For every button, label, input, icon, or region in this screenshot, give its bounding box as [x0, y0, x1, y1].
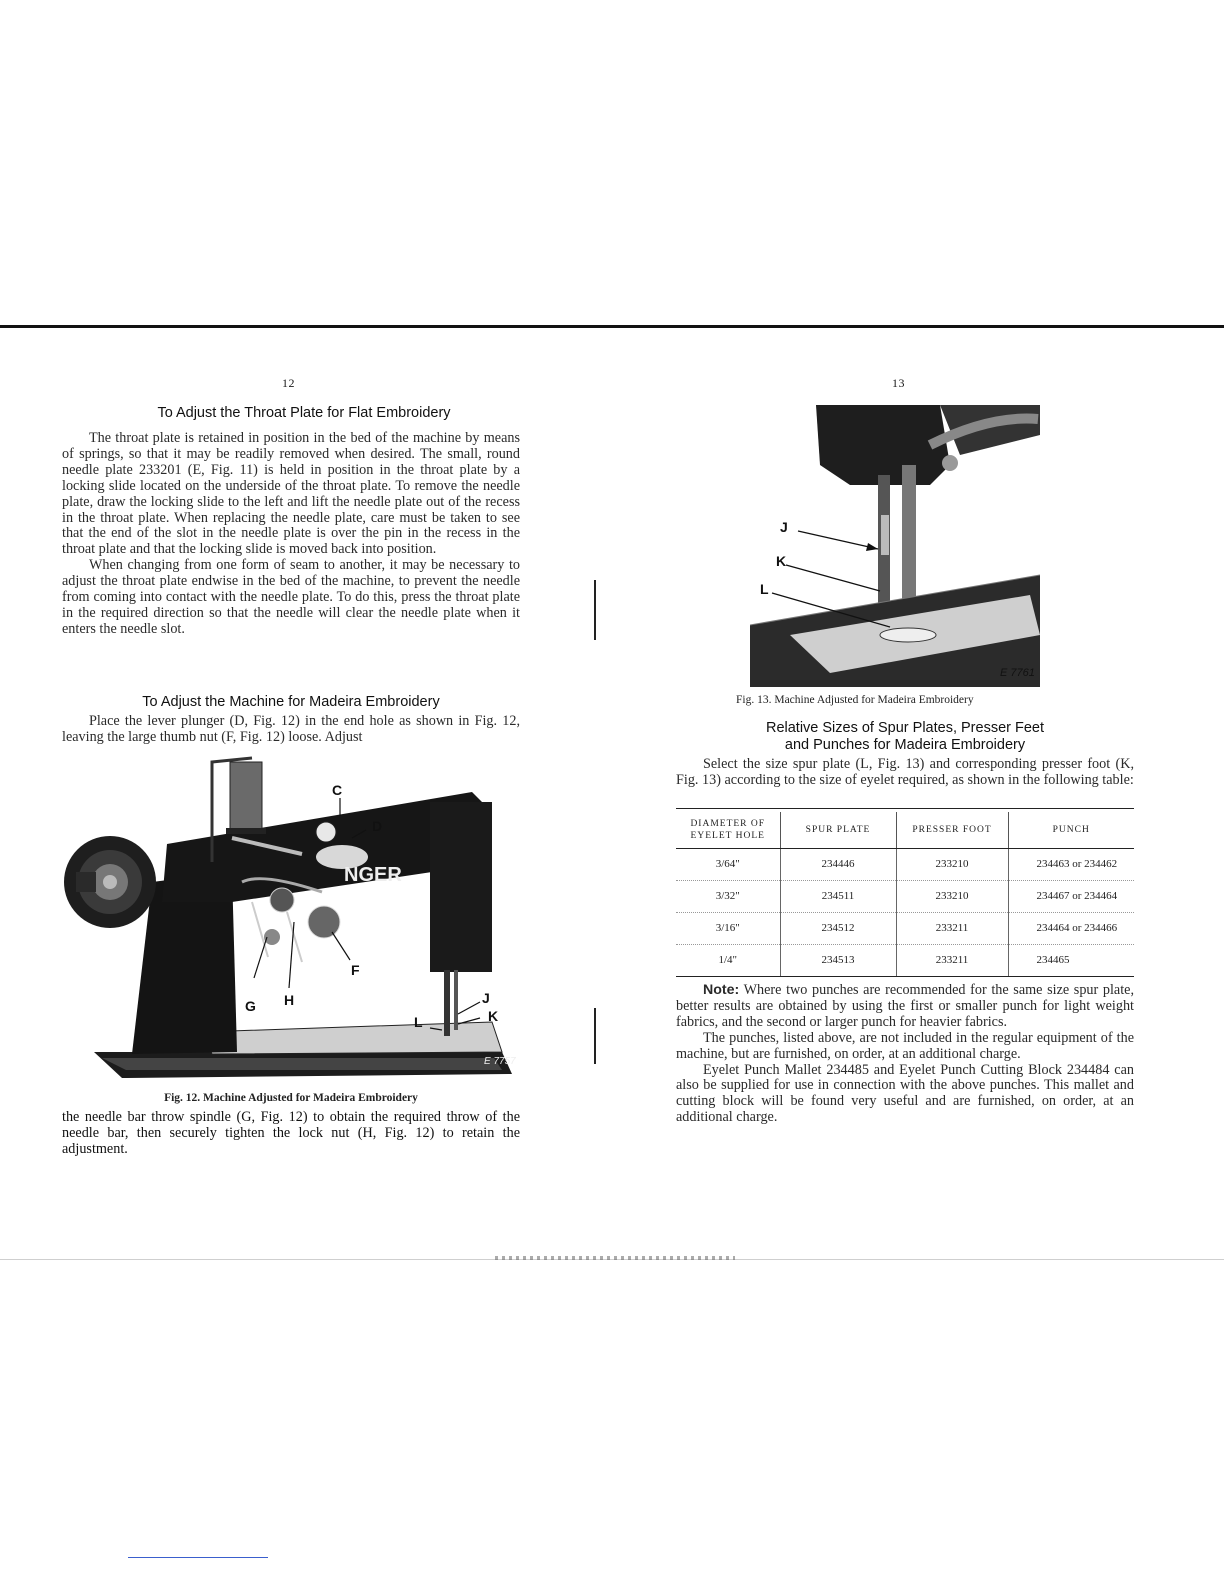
notes-text: [676, 983, 1134, 1126]
fig13-label-j: J: [780, 519, 788, 535]
gutter-mark-upper: [594, 580, 596, 640]
fig12-label-l: L: [414, 1014, 423, 1030]
fig13-serial: E 7761: [1000, 667, 1035, 679]
bottom-scan-marks: [495, 1256, 735, 1260]
section-title-line-1: Relative Sizes of Spur Plates, Presser Feet: [765, 720, 1045, 736]
left-page-number: 12: [282, 376, 295, 390]
figure-13-presser-foot-illustration: [750, 405, 1040, 687]
cell-punch: 234463 or 234462: [1008, 848, 1134, 880]
section-title-throat-plate: To Adjust the Throat Plate for Flat Embroidery: [157, 405, 451, 421]
note-label: Note:: [702, 982, 740, 998]
header-presser-foot: PRESSER FOOT: [896, 812, 1008, 848]
madeira-intro-text: [62, 714, 520, 746]
cell-presser-foot: 233211: [896, 912, 1008, 944]
bottom-link-rule: [128, 1557, 268, 1558]
note-paragraph: [676, 983, 1134, 1031]
cell-punch: 234467 or 234464: [1008, 880, 1134, 912]
header-punch: PUNCH: [1008, 812, 1134, 848]
throat-plate-paragraph-1: The throat plate is retained in position in the bed of the machine by means of springs, so that it may be readily removed when desired. The small, round needle plate 233201 (E, Fig. 11) is held in position in the throat plate by a locking slide located on the underside of the throat plate. To remove the needle plate, draw the locking slide to the left and lift the needle plate out of the recess in the throat plate. When replacing the needle plate, care must be taken to see that the end of the slot in the needle plate is over the pin in the recess in the throat plate and that the locking slide is moved back into position.: [62, 430, 520, 558]
cell-punch: 234464 or 234466: [1008, 912, 1134, 944]
figure-12-caption-number: Fig. 12.: [164, 1092, 201, 1104]
throat-plate-paragraph-2: When changing from one form of seam to another, it may be necessary to adjust the throat plate endwise in the bed of the machine, to prevent the needle from coming into contact with the needle plate. To do this, press the throat plate in the required direction so that the needle will clear the needle plate when it enters the needle slot.: [62, 557, 520, 637]
top-page-rule: [0, 325, 1224, 328]
section-title-line-2: and Punches for Madeira Embroidery: [784, 736, 1026, 753]
table-row: [676, 880, 1134, 912]
header-spur-plate: SPUR PLATE: [780, 812, 896, 848]
needle-bar-paragraph: the needle bar throw spindle (G, Fig. 12) to obtain the required throw of the needle bar, then securely tighten the lock nut (H, Fig. 12) to retain the adjustment.: [62, 1109, 520, 1157]
fig12-label-h: H: [284, 992, 295, 1008]
fig12-label-d: D: [372, 818, 383, 834]
needle-bar-continuation: [62, 1110, 520, 1158]
punches-paragraph: The punches, listed above, are not included in the regular equipment of the machine, but are furnished, on order, at an additional charge.: [676, 1029, 1134, 1062]
fig13-label-l: L: [760, 581, 769, 597]
cell-diameter: 1/4": [676, 944, 780, 976]
fig12-label-c: C: [332, 782, 343, 798]
sewing-machine-drawing: [62, 752, 520, 1088]
cell-diameter: 3/64": [676, 848, 780, 880]
mallet-paragraph: Eyelet Punch Mallet 234485 and Eyelet Punch Cutting Block 234484 can also be supplied for use in connection with the above punches. This mallet and cutting block will be found very useful and are furnished, on order, at an additional charge.: [676, 1061, 1134, 1126]
fig12-label-j: J: [482, 990, 490, 1006]
fig13-label-k: K: [776, 553, 787, 569]
figure-12-caption-text: Machine Adjusted for Madeira Embroidery: [203, 1092, 418, 1104]
table-row: [676, 912, 1134, 944]
cell-diameter: 3/32": [676, 880, 780, 912]
right-page-number: 13: [892, 376, 905, 390]
figure-13-caption-text: Machine Adjusted for Madeira Embroidery: [774, 694, 974, 706]
cell-spur-plate: 234513: [780, 944, 896, 976]
cell-presser-foot: 233210: [896, 880, 1008, 912]
table-row: [676, 944, 1134, 976]
figure-12-caption: [62, 1092, 520, 1104]
fig12-label-g: G: [245, 998, 256, 1014]
cell-spur-plate: 234446: [780, 848, 896, 880]
gutter-mark-lower: [594, 1008, 596, 1064]
throat-plate-text: [62, 431, 520, 638]
cell-presser-foot: 233211: [896, 944, 1008, 976]
figure-13-caption: [676, 694, 1134, 706]
section-title-relative-sizes: [676, 720, 1134, 753]
cell-presser-foot: 233210: [896, 848, 1008, 880]
cell-spur-plate: 234512: [780, 912, 896, 944]
fig12-label-f: F: [351, 962, 360, 978]
spur-plate-size-table: [676, 812, 1134, 977]
cell-diameter: 3/16": [676, 912, 780, 944]
section-title-madeira: To Adjust the Machine for Madeira Embroidery: [142, 694, 440, 710]
figure-12-machine-illustration: [62, 752, 520, 1088]
header-diameter: DIAMETER OF EYELET HOLE: [676, 812, 780, 848]
cell-spur-plate: 234511: [780, 880, 896, 912]
table-intro-text: [676, 757, 1134, 789]
table-row: [676, 848, 1134, 880]
fig12-brand-text: NGER: [344, 864, 402, 886]
note-text: Where two punches are recommended for the same size spur plate, better results are obtained by using the first or smaller punch for light weight fabrics, and the second or larger punch for heavier fabrics.: [676, 982, 1135, 1030]
madeira-paragraph-1: Place the lever plunger (D, Fig. 12) in the end hole as shown in Fig. 12, leaving the large thumb nut (F, Fig. 12) loose. Adjust: [62, 713, 520, 745]
presser-foot-drawing: [750, 405, 1040, 687]
fig12-serial: E 7757: [484, 1056, 516, 1067]
fig12-label-k: K: [488, 1008, 499, 1024]
table-intro-paragraph: Select the size spur plate (L, Fig. 13) and corresponding presser foot (K, Fig. 13) according to the size of eyelet required, as shown in the following table:: [676, 756, 1134, 788]
figure-13-caption-number: Fig. 13.: [736, 694, 772, 706]
cell-punch: 234465: [1008, 944, 1134, 976]
table-header-row: [676, 812, 1134, 848]
table-top-rule: [676, 808, 1134, 809]
